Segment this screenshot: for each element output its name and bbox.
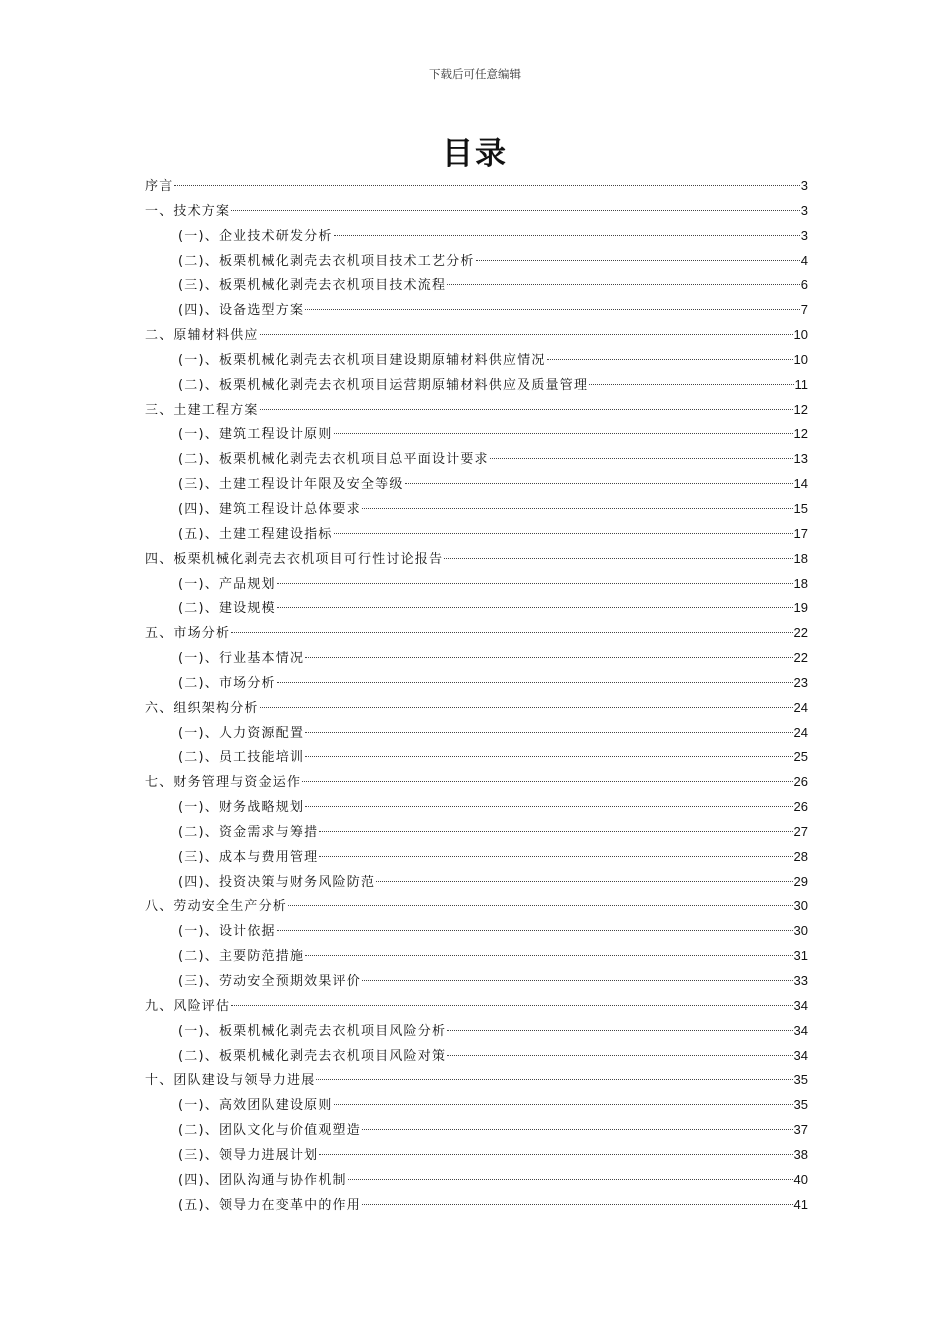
- toc-page-number: 12: [793, 426, 808, 442]
- toc-leader-dots: [319, 856, 792, 857]
- toc-entry-label: (四)、团队沟通与协作机制: [178, 1172, 347, 1188]
- toc-entry-label: (一)、产品规划: [178, 576, 276, 592]
- toc-entry-label: (一)、行业基本情况: [178, 651, 305, 667]
- toc-subentry[interactable]: [145, 820, 808, 845]
- toc-subentry[interactable]: [145, 944, 808, 969]
- toc-page-number: 24: [793, 724, 808, 740]
- toc-page-number: 27: [793, 823, 808, 839]
- toc-leader-dots: [547, 359, 793, 360]
- toc-leader-dots: [319, 1154, 792, 1155]
- toc-entry-label: (五)、领导力在变革中的作用: [178, 1197, 361, 1213]
- toc-entry-label: (二)、资金需求与筹措: [178, 824, 319, 840]
- toc-entry-label: 三、土建工程方案: [145, 402, 259, 418]
- toc-page-number: 22: [793, 625, 808, 641]
- toc-leader-dots: [334, 235, 800, 236]
- toc-subentry[interactable]: [145, 1168, 808, 1193]
- toc-page-number: 3: [800, 227, 808, 243]
- toc-entry-label: (一)、板栗机械化剥壳去衣机项目风险分析: [178, 1023, 447, 1039]
- toc-entry-label: 九、风险评估: [145, 998, 231, 1014]
- toc-leader-dots: [444, 558, 792, 559]
- toc-entry-label: (四)、设备选型方案: [178, 303, 305, 319]
- toc-leader-dots: [277, 682, 793, 683]
- toc-leader-dots: [277, 607, 793, 608]
- toc-subentry[interactable]: [145, 373, 808, 398]
- toc-entry-label: 七、财务管理与资金运作: [145, 775, 302, 791]
- table-of-contents: [145, 174, 808, 1217]
- toc-entry-label: 八、劳动安全生产分析: [145, 899, 288, 915]
- toc-entry-label: 十、团队建设与领导力进展: [145, 1073, 316, 1089]
- toc-leader-dots: [277, 930, 793, 931]
- toc-entry-label: (一)、设计依据: [178, 924, 276, 940]
- toc-entry-label: (二)、板栗机械化剥壳去衣机项目运营期原辅材料供应及质量管理: [178, 377, 589, 393]
- toc-subentry[interactable]: [145, 1118, 808, 1143]
- toc-subentry[interactable]: [145, 745, 808, 770]
- toc-leader-dots: [305, 657, 792, 658]
- toc-entry-label: (五)、土建工程建设指标: [178, 526, 333, 542]
- toc-leader-dots: [277, 583, 793, 584]
- toc-page-number: 23: [793, 674, 808, 690]
- toc-leader-dots: [319, 831, 792, 832]
- toc-page-number: 7: [800, 302, 808, 318]
- toc-subentry[interactable]: [145, 572, 808, 597]
- toc-subentry[interactable]: [145, 845, 808, 870]
- toc-entry-label: (二)、主要防范措施: [178, 949, 305, 965]
- toc-page-number: 13: [793, 451, 808, 467]
- toc-entry[interactable]: [145, 696, 808, 721]
- toc-page-number: 34: [793, 997, 808, 1013]
- toc-entry[interactable]: [145, 894, 808, 919]
- toc-leader-dots: [376, 881, 792, 882]
- toc-entry-label: (一)、板栗机械化剥壳去衣机项目建设期原辅材料供应情况: [178, 352, 546, 368]
- toc-entry-label: (一)、企业技术研发分析: [178, 228, 333, 244]
- toc-entry-label: 二、原辅材料供应: [145, 328, 259, 344]
- toc-leader-dots: [302, 781, 792, 782]
- toc-entry-label: 五、市场分析: [145, 626, 231, 642]
- toc-leader-dots: [174, 185, 799, 186]
- toc-entry-label: (一)、人力资源配置: [178, 725, 305, 741]
- toc-page-number: 10: [793, 351, 808, 367]
- toc-subentry[interactable]: [145, 969, 808, 994]
- toc-page-number: 28: [793, 848, 808, 864]
- toc-entry-label: (二)、建设规模: [178, 601, 276, 617]
- toc-entry-label: (一)、建筑工程设计原则: [178, 427, 333, 443]
- toc-leader-dots: [405, 483, 793, 484]
- toc-page-number: 25: [793, 749, 808, 765]
- toc-entry-label: (二)、板栗机械化剥壳去衣机项目技术工艺分析: [178, 253, 475, 269]
- toc-page-number: 35: [793, 1072, 808, 1088]
- toc-entry-label: (一)、高效团队建设原则: [178, 1098, 333, 1114]
- toc-page-number: 22: [793, 650, 808, 666]
- toc-leader-dots: [334, 533, 793, 534]
- toc-page-number: 3: [800, 178, 808, 193]
- toc-entry[interactable]: [145, 323, 808, 348]
- toc-page-number: 34: [793, 1047, 808, 1063]
- toc-entry-label: (二)、板栗机械化剥壳去衣机项目风险对策: [178, 1048, 447, 1064]
- toc-entry-label: (二)、员工技能培训: [178, 750, 305, 766]
- toc-leader-dots: [305, 732, 792, 733]
- toc-page-number: 15: [793, 500, 808, 516]
- toc-leader-dots: [447, 1055, 792, 1056]
- toc-entry-label: (二)、团队文化与价值观塑造: [178, 1123, 361, 1139]
- toc-leader-dots: [231, 1005, 792, 1006]
- toc-leader-dots: [305, 806, 792, 807]
- toc-entry-label: 序言: [145, 179, 174, 194]
- toc-subentry[interactable]: [145, 870, 808, 895]
- toc-entry-label: (二)、市场分析: [178, 675, 276, 691]
- toc-leader-dots: [362, 980, 793, 981]
- toc-page-number: 26: [793, 774, 808, 790]
- toc-page-number: 33: [793, 973, 808, 988]
- toc-page-number: 18: [793, 550, 808, 566]
- toc-leader-dots: [476, 260, 800, 261]
- toc-page-number: 30: [793, 898, 808, 914]
- toc-leader-dots: [362, 1129, 793, 1130]
- toc-entry-label: 四、板栗机械化剥壳去衣机项目可行性讨论报告: [145, 551, 444, 567]
- toc-leader-dots: [231, 632, 792, 633]
- toc-entry-label: (四)、建筑工程设计总体要求: [178, 501, 361, 517]
- toc-page-number: 31: [793, 948, 808, 964]
- toc-page-number: 18: [793, 575, 808, 591]
- toc-leader-dots: [260, 334, 793, 335]
- toc-leader-dots: [362, 1204, 793, 1205]
- toc-entry[interactable]: [145, 547, 808, 572]
- toc-page-number: 17: [793, 525, 808, 541]
- toc-subentry[interactable]: [145, 348, 808, 373]
- toc-leader-dots: [231, 210, 800, 211]
- toc-entry-label: 一、技术方案: [145, 203, 231, 219]
- toc-entry[interactable]: [145, 994, 808, 1019]
- toc-leader-dots: [447, 1030, 792, 1031]
- toc-subentry[interactable]: [145, 721, 808, 746]
- toc-entry[interactable]: [145, 199, 808, 224]
- toc-page-number: 38: [793, 1146, 808, 1162]
- toc-leader-dots: [316, 1079, 792, 1080]
- toc-entry-label: (一)、财务战略规划: [178, 800, 305, 816]
- toc-subentry[interactable]: [145, 1143, 808, 1168]
- toc-entry-label: 六、组织架构分析: [145, 700, 259, 716]
- toc-subentry[interactable]: [145, 298, 808, 323]
- toc-subentry[interactable]: [145, 249, 808, 274]
- page-title: 目录: [442, 136, 508, 172]
- toc-subentry[interactable]: [145, 224, 808, 249]
- toc-page-number: 40: [793, 1171, 808, 1187]
- toc-leader-dots: [589, 384, 793, 385]
- toc-page-number: 30: [793, 923, 808, 939]
- toc-subentry[interactable]: [145, 1044, 808, 1069]
- toc-entry-label: (三)、成本与费用管理: [178, 849, 319, 865]
- toc-page-number: 19: [793, 600, 808, 616]
- toc-subentry[interactable]: [145, 422, 808, 447]
- toc-page-number: 10: [793, 327, 808, 343]
- toc-entry-label: (三)、土建工程设计年限及安全等级: [178, 477, 404, 493]
- toc-leader-dots: [334, 1104, 793, 1105]
- toc-subentry[interactable]: [145, 1093, 808, 1118]
- toc-leader-dots: [334, 433, 793, 434]
- toc-leader-dots: [288, 905, 793, 906]
- toc-page-number: 24: [793, 699, 808, 715]
- toc-page-number: 35: [793, 1097, 808, 1113]
- toc-page-number: 11: [794, 376, 808, 392]
- toc-leader-dots: [305, 955, 792, 956]
- toc-subentry[interactable]: [145, 596, 808, 621]
- toc-page-number: 29: [793, 873, 808, 889]
- toc-leader-dots: [447, 284, 800, 285]
- toc-leader-dots: [362, 508, 793, 509]
- toc-entry-label: (四)、投资决策与财务风险防范: [178, 874, 376, 890]
- toc-entry[interactable]: [145, 621, 808, 646]
- toc-leader-dots: [490, 458, 793, 459]
- toc-page-number: 14: [793, 476, 808, 492]
- toc-subentry[interactable]: [145, 447, 808, 472]
- toc-leader-dots: [305, 756, 792, 757]
- toc-entry[interactable]: [145, 770, 808, 795]
- toc-entry[interactable]: [145, 174, 808, 199]
- header-note: 下载后可任意编辑: [429, 67, 521, 81]
- toc-leader-dots: [260, 409, 793, 410]
- toc-page-number: 3: [800, 202, 808, 218]
- toc-page-number: 34: [793, 1022, 808, 1038]
- toc-page-number: 6: [800, 277, 808, 293]
- toc-subentry[interactable]: [145, 1019, 808, 1044]
- toc-subentry[interactable]: [145, 1193, 808, 1218]
- toc-entry-label: (二)、板栗机械化剥壳去衣机项目总平面设计要求: [178, 452, 489, 468]
- toc-subentry[interactable]: [145, 795, 808, 820]
- toc-leader-dots: [260, 707, 793, 708]
- toc-page-number: 37: [793, 1122, 808, 1138]
- toc-entry[interactable]: [145, 398, 808, 423]
- toc-page-number: 26: [793, 799, 808, 815]
- toc-subentry[interactable]: [145, 273, 808, 298]
- toc-page-number: 12: [793, 401, 808, 417]
- toc-entry[interactable]: [145, 1068, 808, 1093]
- toc-subentry[interactable]: [145, 497, 808, 522]
- toc-page-number: 4: [800, 252, 808, 268]
- toc-subentry[interactable]: [145, 472, 808, 497]
- toc-subentry[interactable]: [145, 671, 808, 696]
- toc-leader-dots: [305, 309, 800, 310]
- toc-leader-dots: [348, 1179, 793, 1180]
- toc-subentry[interactable]: [145, 522, 808, 547]
- toc-entry-label: (三)、板栗机械化剥壳去衣机项目技术流程: [178, 278, 447, 294]
- toc-entry-label: (三)、领导力进展计划: [178, 1147, 319, 1163]
- toc-subentry[interactable]: [145, 919, 808, 944]
- toc-subentry[interactable]: [145, 646, 808, 671]
- toc-page-number: 41: [793, 1196, 808, 1212]
- toc-entry-label: (三)、劳动安全预期效果评价: [178, 974, 361, 989]
